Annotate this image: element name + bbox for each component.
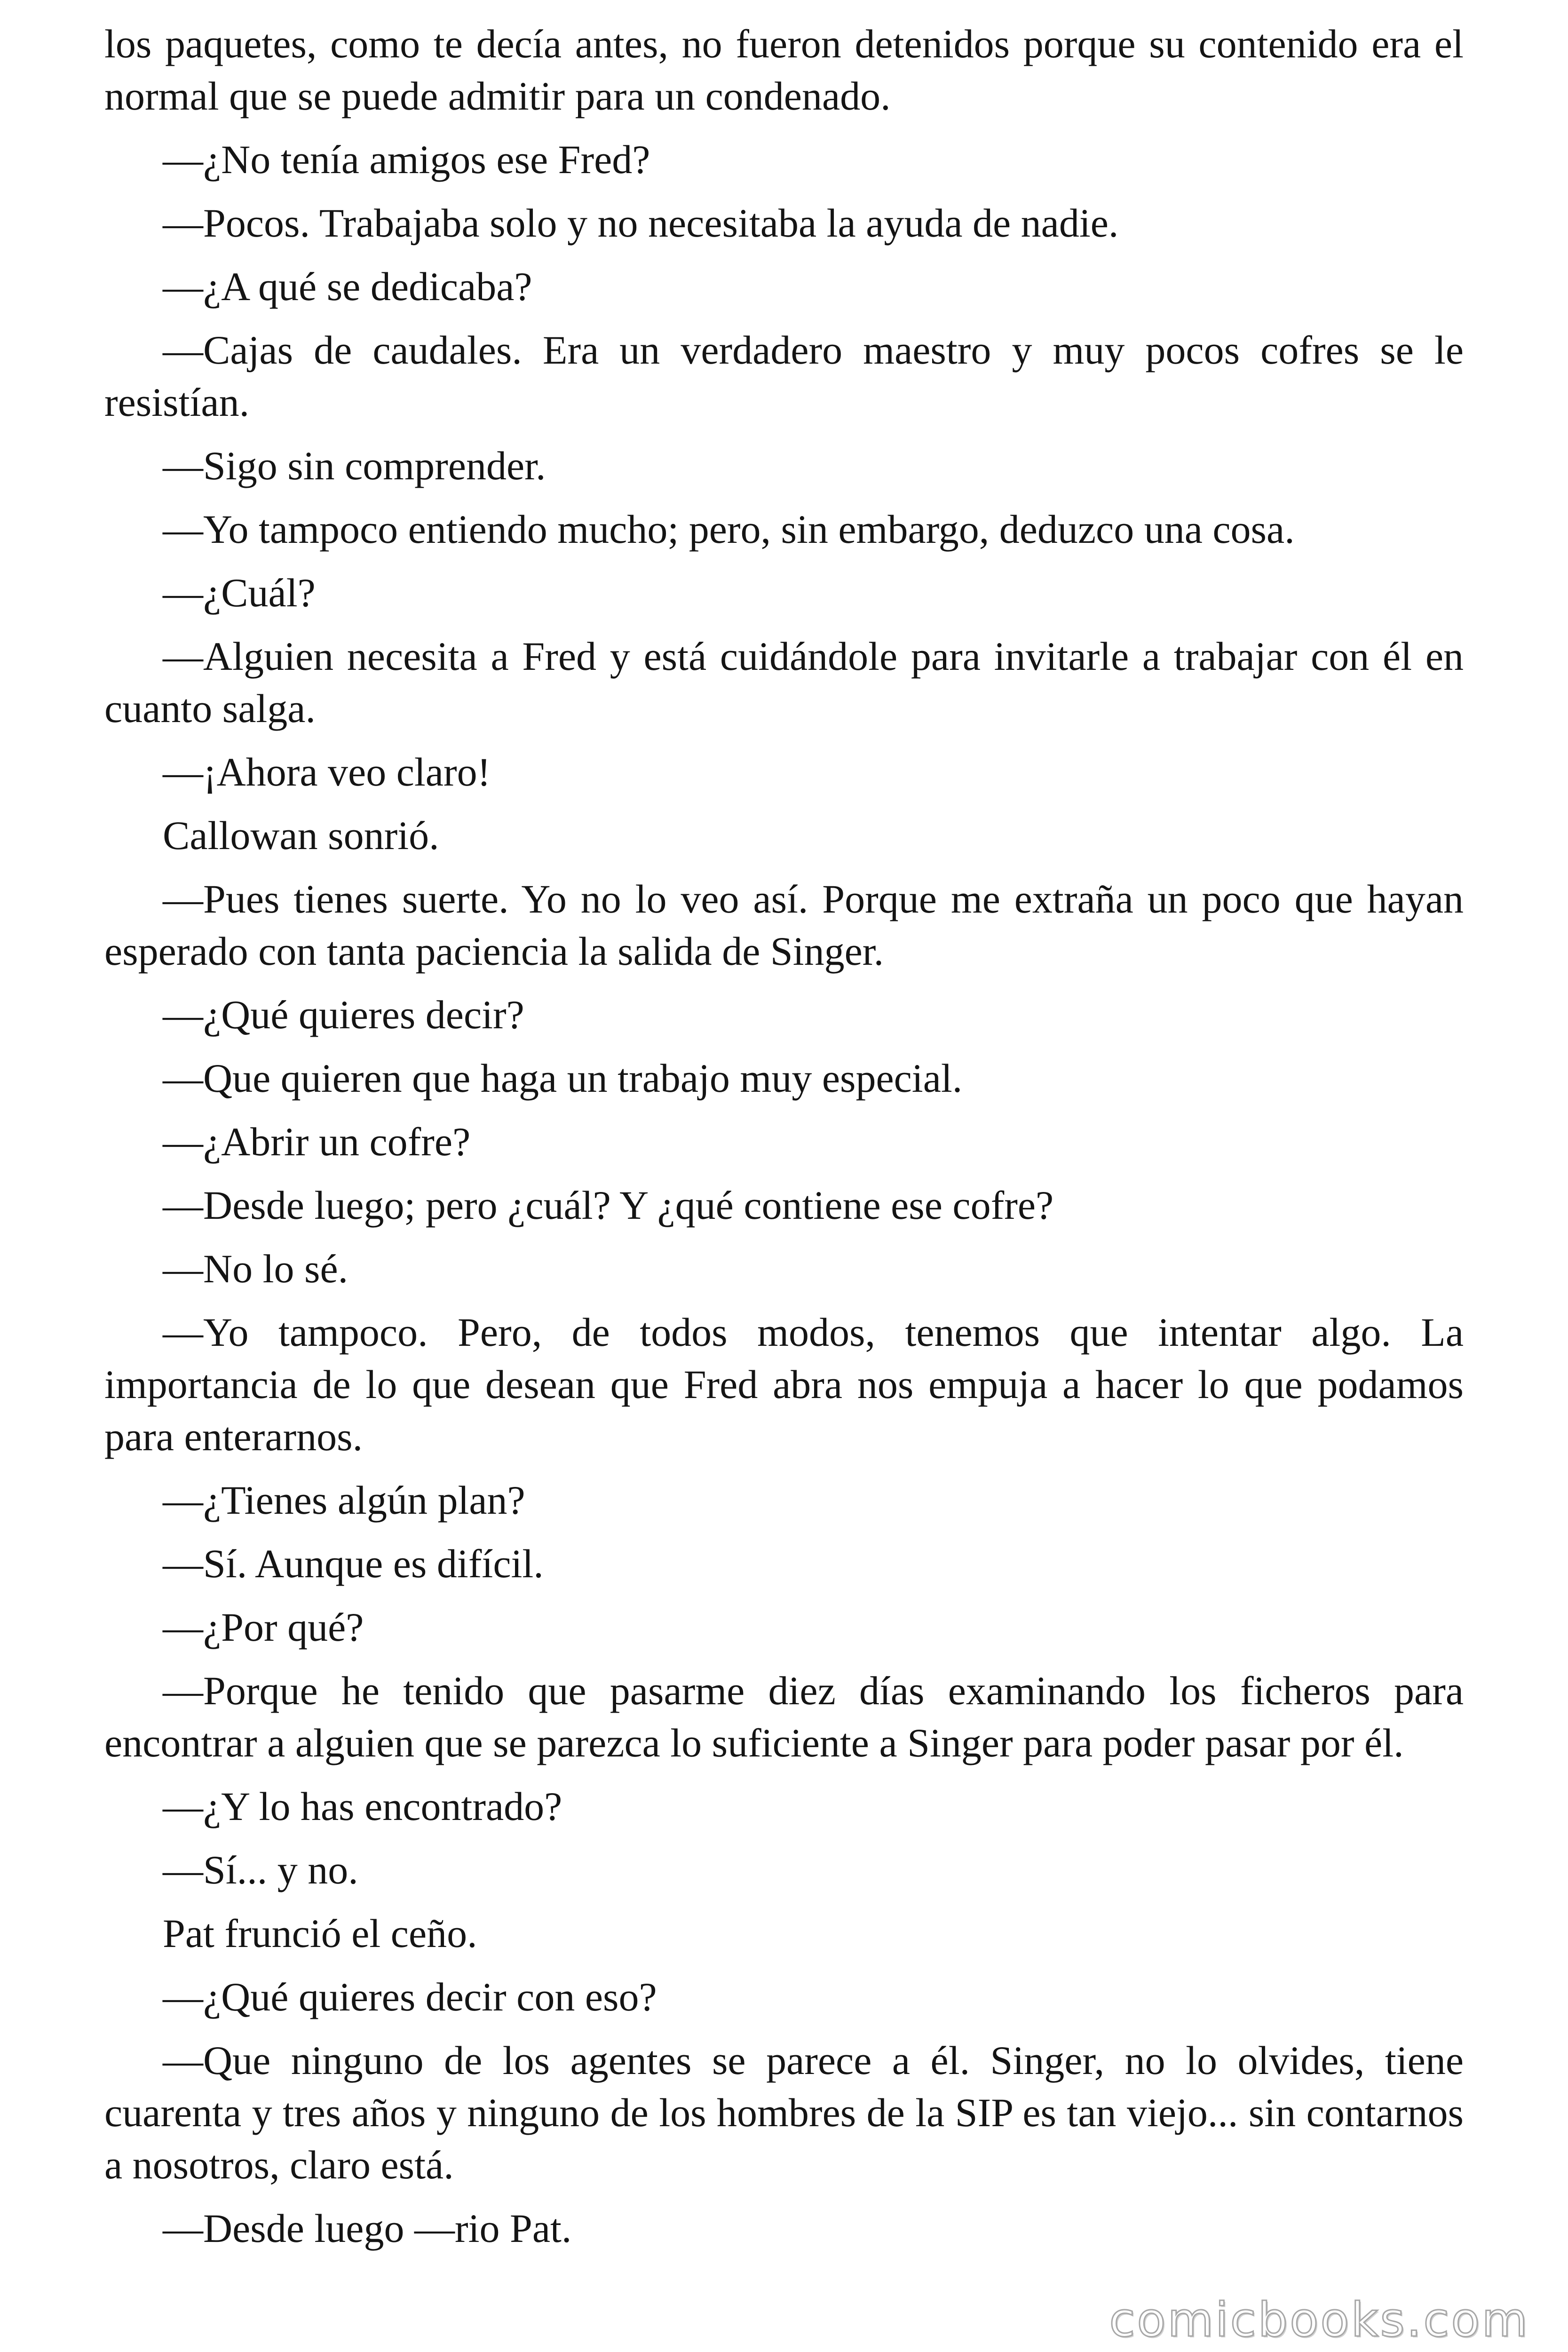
paragraph: —¿No tenía amigos ese Fred? xyxy=(163,137,650,182)
watermark-logo: comicbooks.com xyxy=(1109,2292,1529,2347)
paragraph: —Pocos. Trabajaba solo y no necesitaba la ayuda de nadie. xyxy=(163,200,1119,246)
paragraph: Pat frunció el ceño. xyxy=(163,1911,477,1956)
paragraph-continuation: los paquetes, como te decía antes, no fueron detenidos porque su contenido era el normal que se puede admitir para un condenado. xyxy=(104,21,1464,119)
paragraph: —Cajas de caudales. Era un verdadero maestro y muy pocos cofres se le resistían. xyxy=(104,327,1464,425)
paragraph: —Sí. Aunque es difícil. xyxy=(163,1541,544,1586)
paragraph: —¿Y lo has encontrado? xyxy=(163,1784,562,1829)
paragraph: —Desde luego; pero ¿cuál? Y ¿qué contiene ese cofre? xyxy=(163,1183,1054,1228)
paragraph: —Porque he tenido que pasarme diez días examinando los ficheros para encontrar a alguien que se parezca lo suficiente a Singer para poder pasar por él. xyxy=(104,1668,1464,1765)
paragraph: —Alguien necesita a Fred y está cuidándole para invitarle a trabajar con él en cuanto salga. xyxy=(104,634,1464,731)
book-page-text xyxy=(104,18,1464,2266)
paragraph: —Sí... y no. xyxy=(163,1847,358,1892)
paragraph: Callowan sonrió. xyxy=(163,813,439,858)
paragraph: —No lo sé. xyxy=(163,1246,348,1291)
paragraph: —Que quieren que haga un trabajo muy especial. xyxy=(163,1056,963,1101)
paragraph: —Yo tampoco. Pero, de todos modos, tenemos que intentar algo. La importancia de lo que desean que Fred abra nos empuja a hacer lo que podamos para enterarnos. xyxy=(104,1310,1464,1459)
paragraph: —¿Tienes algún plan? xyxy=(163,1478,525,1523)
paragraph: —¡Ahora veo claro! xyxy=(163,749,491,795)
paragraph: —Pues tienes suerte. Yo no lo veo así. Porque me extraña un poco que hayan esperado con tanta paciencia la salida de Singer. xyxy=(104,876,1464,974)
paragraph: —¿Qué quieres decir? xyxy=(163,992,524,1037)
paragraph: —¿Cuál? xyxy=(163,570,316,615)
paragraph: —¿Abrir un cofre? xyxy=(163,1119,471,1164)
paragraph: —Que ninguno de los agentes se parece a él. Singer, no lo olvides, tiene cuarenta y tres años y ninguno de los hombres de la SIP es tan viejo... sin contarnos a nosotros, claro está. xyxy=(104,2038,1464,2187)
paragraph: —Yo tampoco entiendo mucho; pero, sin embargo, deduzco una cosa. xyxy=(163,507,1295,552)
paragraph: —¿A qué se dedicaba? xyxy=(163,264,532,309)
paragraph: —¿Qué quieres decir con eso? xyxy=(163,1974,657,2019)
paragraph: —Desde luego —rio Pat. xyxy=(163,2206,572,2251)
paragraph: —Sigo sin comprender. xyxy=(163,443,546,488)
paragraph: —¿Por qué? xyxy=(163,1605,364,1650)
